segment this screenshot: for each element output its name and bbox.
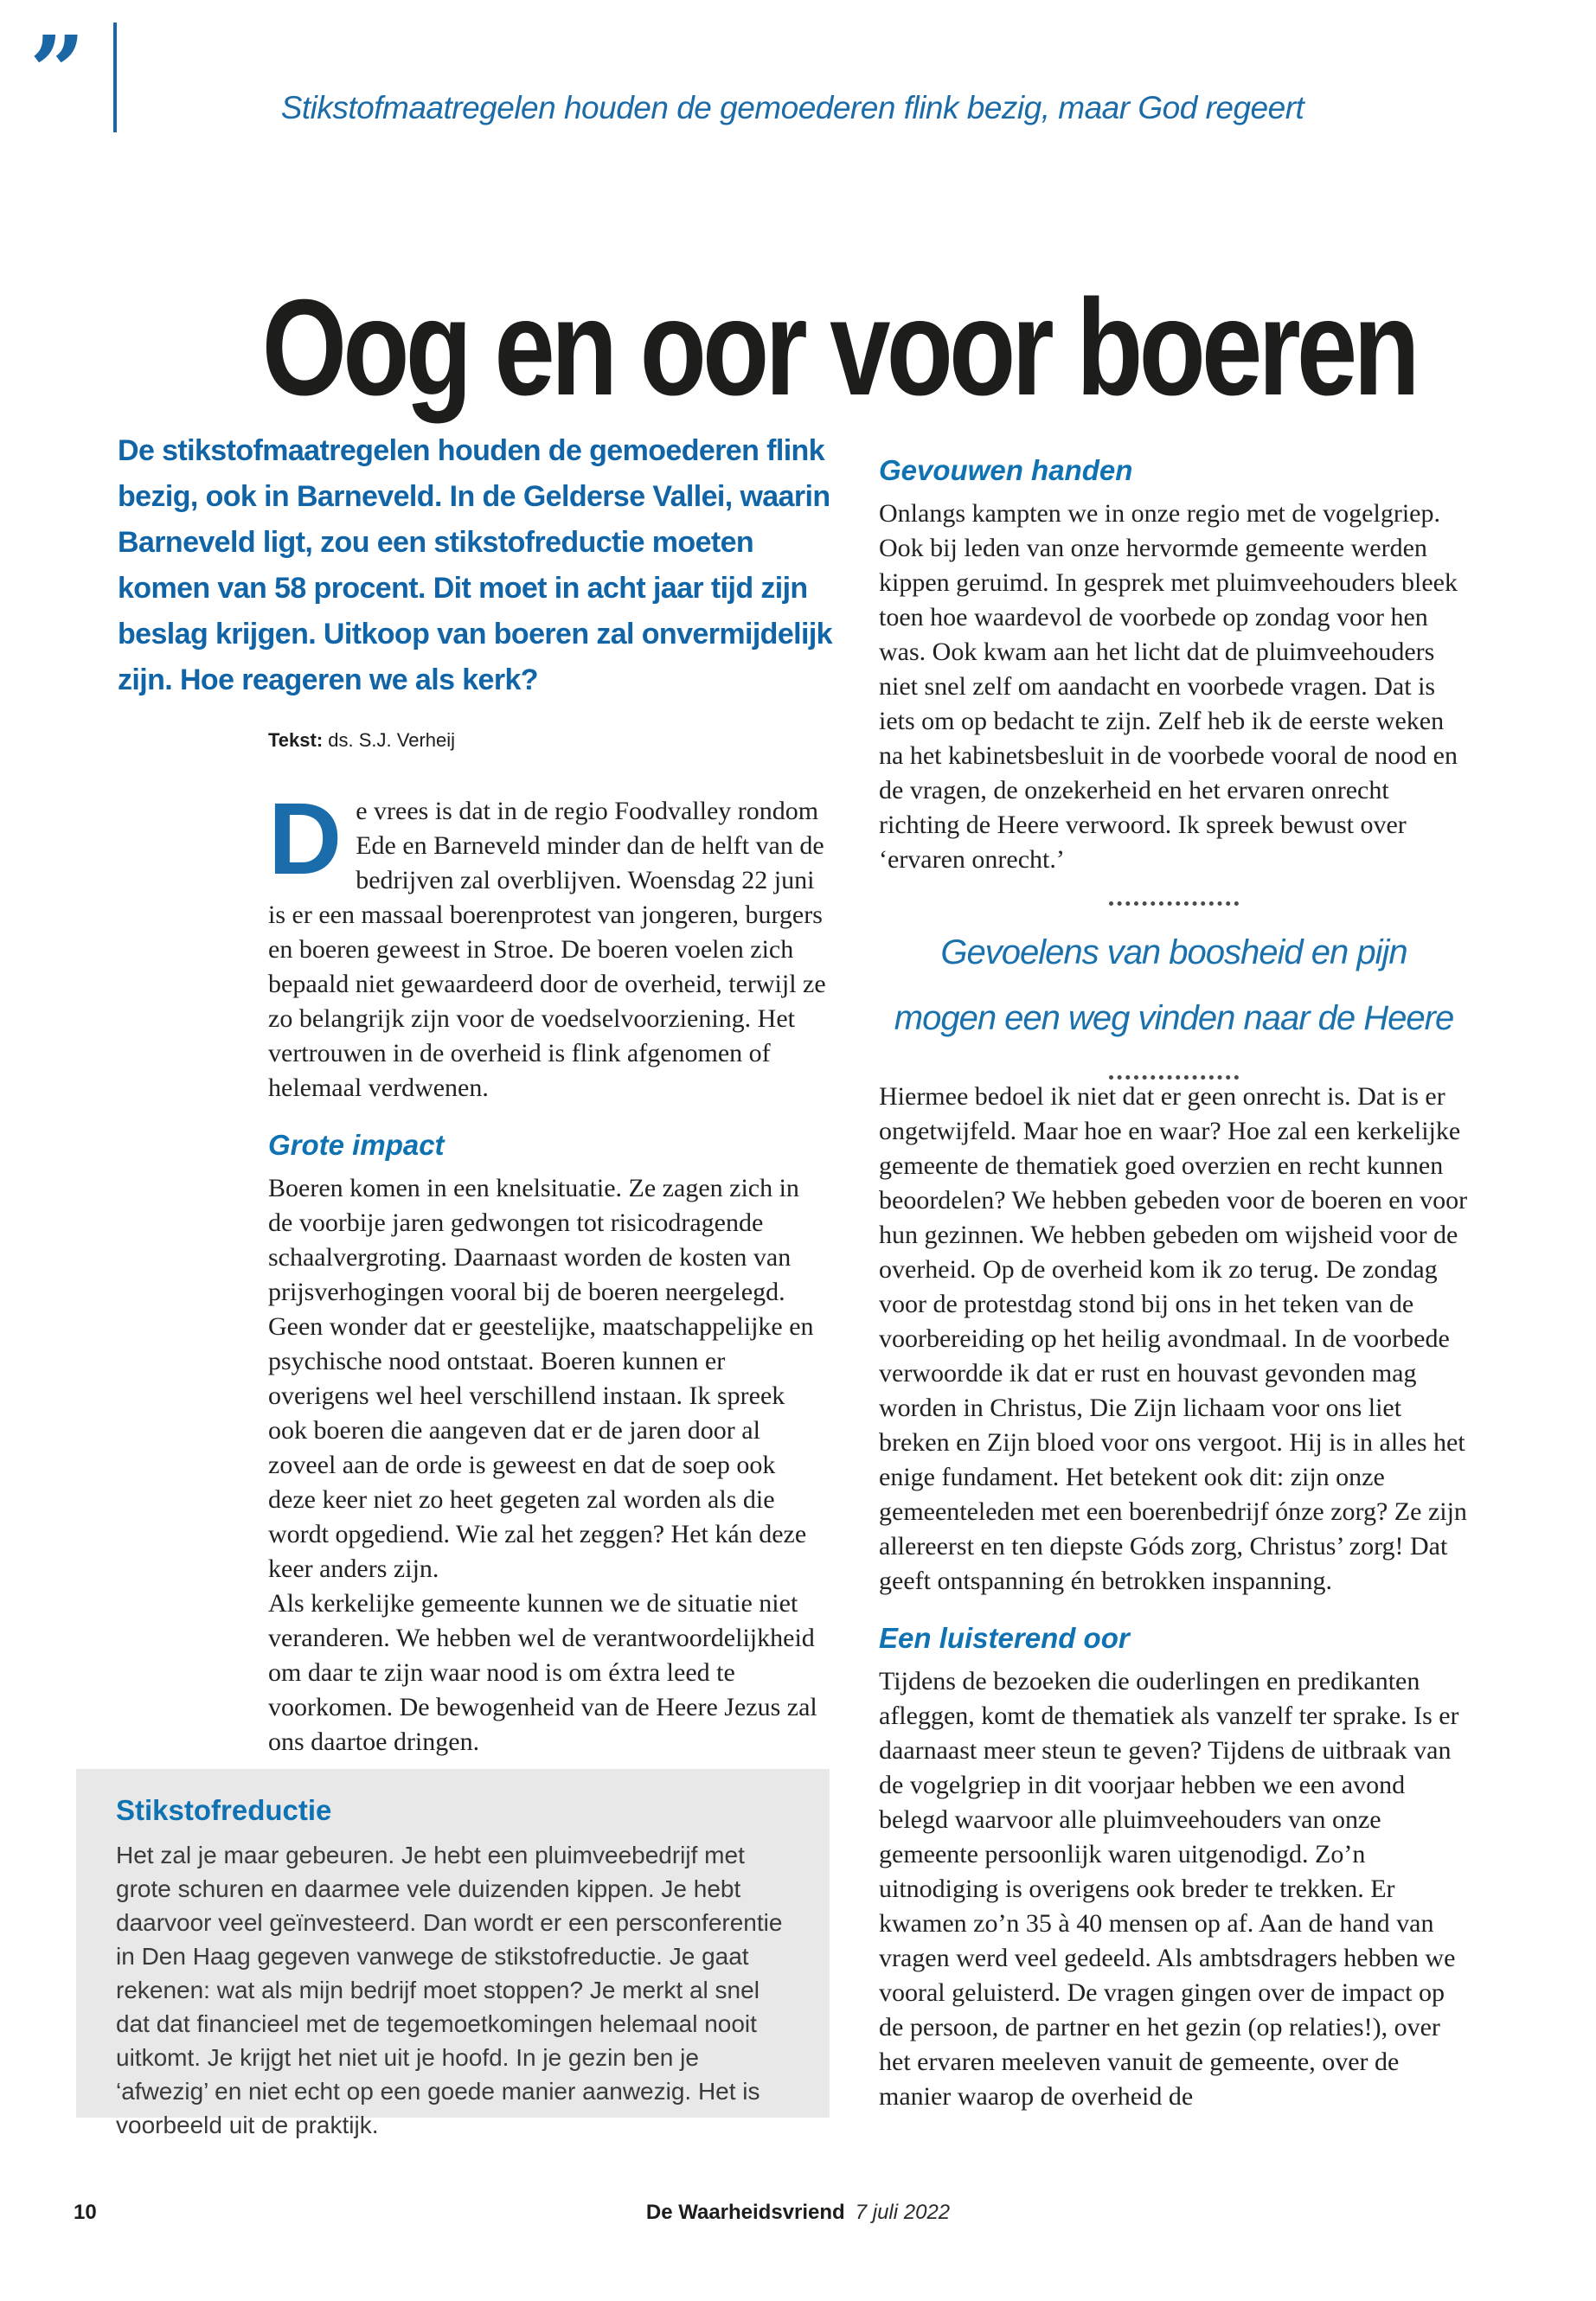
pull-quote: Gevoelens van boosheid en pijn mogen een weg vinden naar de Heere bbox=[894, 933, 1454, 1037]
accent-rule bbox=[113, 22, 117, 132]
info-box bbox=[76, 1769, 830, 2138]
section-heading-een-luisterend-oor: Een luisterend oor bbox=[879, 1622, 1130, 1654]
footer bbox=[0, 2201, 1596, 2225]
info-box-body: Het zal je maar gebeuren. Je hebt een pluimveebedrijf met grote schuren en daarmee vele duizenden kippen. Je hebt daarvoor veel geïnvesteerd. Dan wordt er een persconferentie in Den Haag gegeven vanwege de stikstofreductie. Je gaat rekenen: wat als mijn bedrijf moet stoppen? Je merkt al snel dat dat financieel met de tegemoetkomingen helemaal nooit uitkomt. Je krijgt het niet uit je hoofd. In je gezin ben je ‘afwezig’ en niet echt op een goede manier aanwezig. Het is voorbeeld uit de praktijk. bbox=[116, 1842, 783, 2138]
body-paragraph: Als kerkelijke gemeente kunnen we de situatie niet veranderen. We hebben wel de verantwoordelijkheid om daar te zijn waar nood is om éxtra leed te voorkomen. De bewogenheid van de Heere Jezus zal ons daartoe dringen. bbox=[268, 1589, 817, 1756]
byline-label: Tekst: bbox=[268, 729, 324, 751]
right-column bbox=[879, 453, 1469, 2114]
body-paragraph: Boeren komen in een knelsituatie. Ze zagen zich in de voorbije jaren gedwongen tot risicodragende schaalvergroting. Daarnaast worden de kosten van prijsverhogingen vooral bij de boeren neergelegd. Geen wonder dat er geestelijke, maatschappelijke en psychische nood ontstaat. Boeren kunnen er overigens wel heel verschillend instaan. Ik spreek ook boeren die aangeven dat er de jaren door al zoveel aan de orde is geweest en dat de soep ook deze keer niet zo heet gegeten zal worden als die wordt opgediend. Wie zal het zeggen? Het kán deze keer anders zijn. bbox=[268, 1174, 814, 1583]
issue-date: 7 juli 2022 bbox=[855, 2201, 951, 2224]
page-number: 10 bbox=[74, 2201, 97, 2224]
kicker: Stikstofmaatregelen houden de gemoederen flink bezig, maar God regeert bbox=[280, 90, 1304, 125]
opening-text: e vrees is dat in de regio Foodvalley rondom Ede en Barneveld minder dan de helft van de bedrijven zal overblijven. Woensdag 22 juni is er een massaal boerenprotest van jongeren, burgers en boeren geweest in Stroe. De boeren voelen zich bepaald niet gewaardeerd door de overheid, terwijl ze zo belangrijk zijn voor de voedselvoorziening. Het vertrouwen in de overheid is flink afgenomen of helemaal verdwenen. bbox=[268, 797, 826, 1102]
section-heading-gevouwen-handen: Gevouwen handen bbox=[879, 454, 1133, 486]
body-paragraph: Onlangs kampten we in onze regio met de vogelgriep. Ook bij leden van onze hervormde gemeente werden kippen geruimd. In gesprek met pluimveehouders bleek toen hoe waardevol de voorbede op zondag voor hen was. Ook kwam aan het licht dat de pluimveehouders niet snel zelf om aandacht en voorbede vragen. Dat is iets om op bedacht te zijn. Zelf heb ik de eerste weken na het kabinetsbesluit in de voorbede vooral de nood en de vragen, de onzekerheid en het ervaren onrecht richting de Heere verwoord. Ik spreek bewust over ‘ervaren onrecht.’ bbox=[879, 499, 1458, 874]
quotation-mark-icon: ” bbox=[29, 16, 86, 129]
body-paragraph: Tijdens de bezoeken die ouderlingen en predikanten afleggen, komt de thematiek als vanzelf ter sprake. Is er daarnaast meer steun te geven? Tijdens de uitbraak van de vogelgriep in dit voorjaar hebben we een avond belegd waarvoor alle pluimveehouders van onze gemeente persoonlijk waren uitgenodigd. Zo’n uitnodiging is overigens ook breder te trekken. Er kwamen zo’n 35 à 40 mensen op af. Aan de hand van vragen werd veel gedeeld. Als ambtsdragers hebben we vooral geluisterd. De vragen gingen over de impact op de persoon, de partner en het gezin (op relaties!), over het ervaren meeleven vanuit de gemeente, over de manier waarop de overheid de bbox=[879, 1667, 1459, 2111]
dotted-separator bbox=[1109, 901, 1239, 906]
page-title-text: Oog en oor voor boeren bbox=[261, 272, 1416, 425]
magazine-name: De Waarheidsvriend bbox=[645, 2201, 845, 2224]
body-paragraph: Hiermee bedoel ik niet dat er geen onrecht is. Dat is er ongetwijfeld. Maar hoe en waar? Hoe zal een kerkelijke gemeente de thematiek goed overzien en recht kunnen beoordelen? We hebben gebeden voor de boeren en voor hun gezinnen. We hebben gebeden om wijsheid voor de overheid. Op de overheid kom ik zo terug. De zondag voor de protestdag stond bij ons in het teken van de voorbereiding op het heilig avondmaal. In de voorbede verwoordde ik dat er rust en houvast gevonden mag worden in Christus, Die Zijn lichaam voor ons liet breken en Zijn bloed voor ons vergoot. Hij is in alles het enige fundament. Het betekent ook dit: zijn onze gemeenteleden met een boerenbedrijf ónze zorg? Ze zijn allereerst en ten diepste Góds zorg, Christus’ zorg! Dat geeft ontspanning én betrokken inspanning. bbox=[879, 1082, 1468, 1595]
opening-paragraph bbox=[268, 782, 829, 1106]
byline-name: ds. S.J. Verheij bbox=[328, 729, 456, 751]
left-column bbox=[268, 782, 829, 1759]
info-box-heading: Stikstofreductie bbox=[116, 1794, 332, 1826]
section-heading-grote-impact: Grote impact bbox=[268, 1129, 445, 1161]
intro-paragraph: De stikstofmaatregelen houden de gemoederen flink bezig, ook in Barneveld. In de Gelderse Vallei, waarin Barneveld ligt, zou een stikstofreductie moeten komen van 58 procent. Dit moet in acht jaar tijd zijn beslag krijgen. Uitkoop van boeren zal onvermijdelijk zijn. Hoe reageren we als kerk? bbox=[118, 434, 832, 696]
page-title bbox=[118, 272, 1467, 425]
drop-cap: D bbox=[268, 782, 343, 896]
byline bbox=[268, 729, 455, 752]
